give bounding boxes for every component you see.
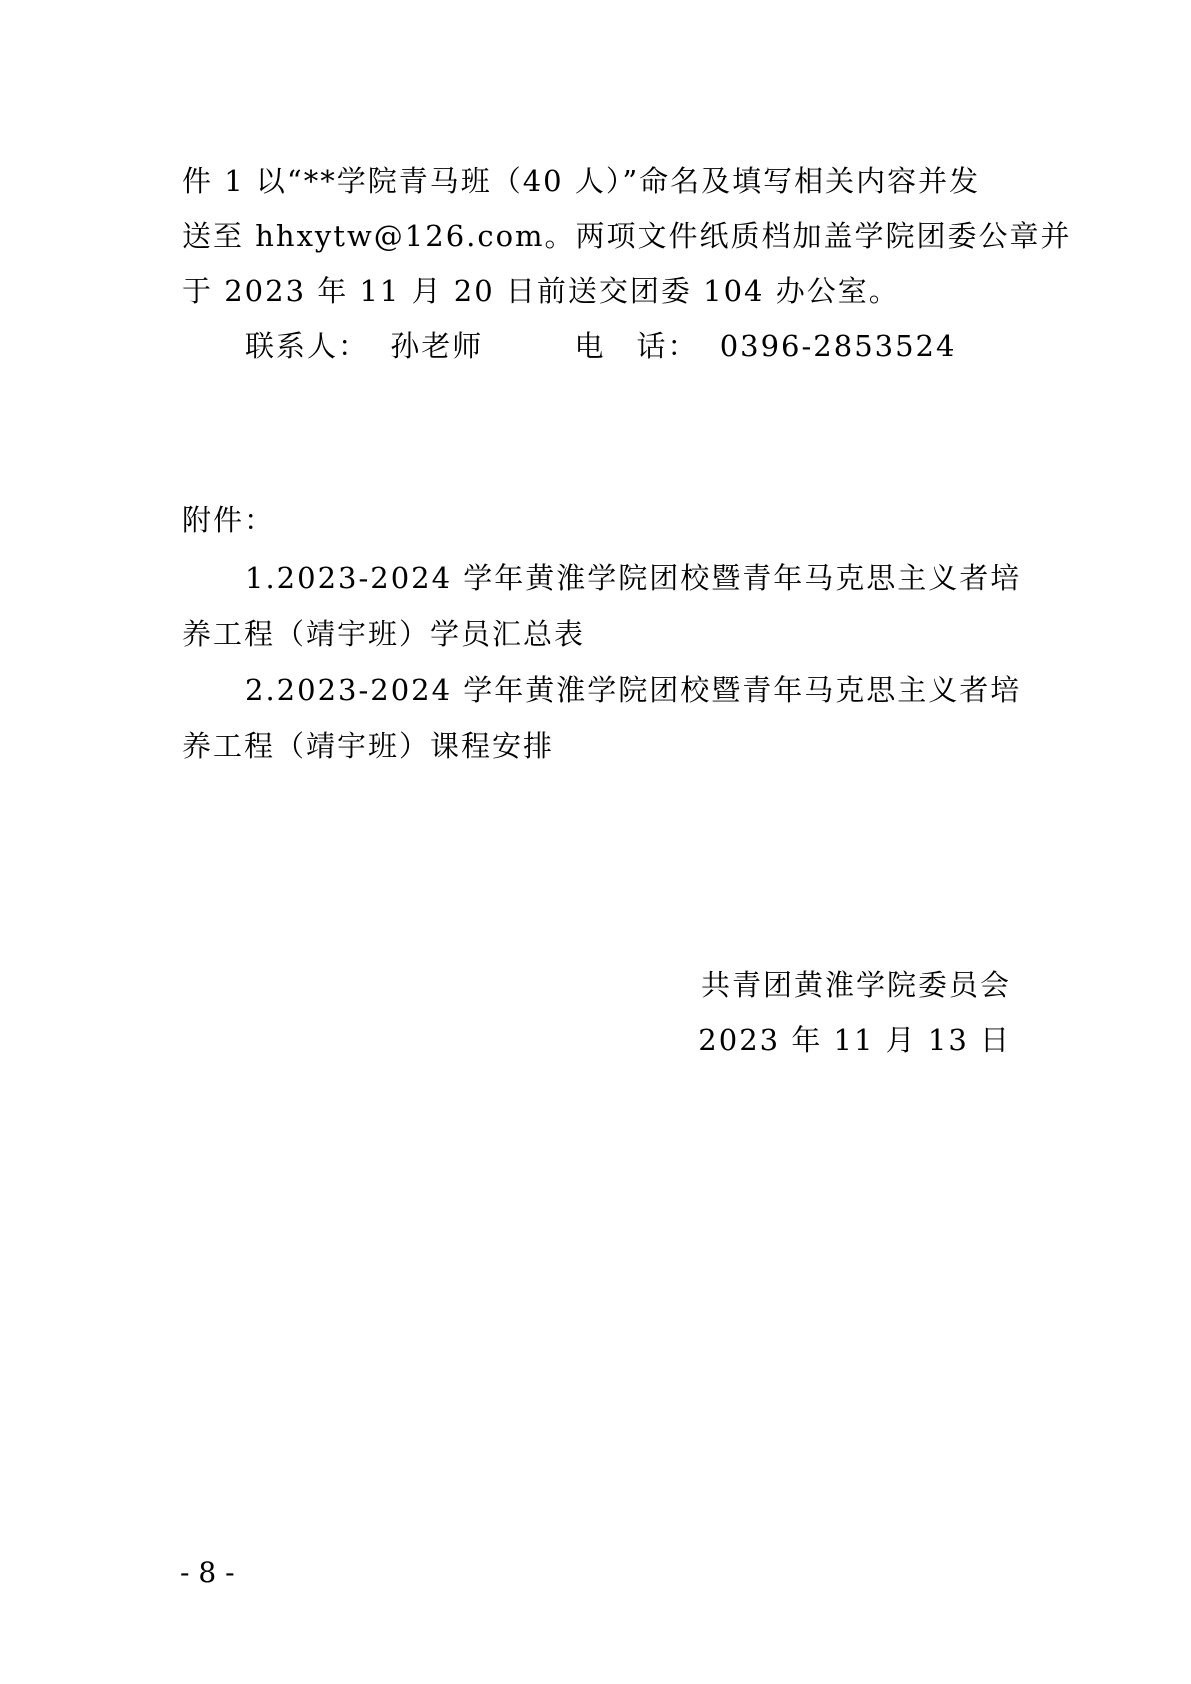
attachment-1-line-1: 1.2023-2024 学年黄淮学院团校暨青年马克思主义者培 xyxy=(245,561,1022,595)
attachments-heading: 附件： xyxy=(182,503,276,537)
paragraph-line-1: 件 1 以“**学院青马班（40 人）”命名及填写相关内容并发 xyxy=(182,164,981,198)
contact-person-label: 联系人： xyxy=(245,329,370,363)
signature-organization: 共青团黄淮学院委员会 xyxy=(700,968,1011,1002)
attachment-1-line-2: 养工程（靖宇班）学员汇总表 xyxy=(182,617,586,651)
contact-phone-number: 0396-2853524 xyxy=(719,329,957,363)
paragraph-line-2: 送至 hhxytw@126.com。两项文件纸质档加盖学院团委公章并 xyxy=(182,219,1072,253)
page-number: - 8 - xyxy=(180,1556,235,1589)
contact-line xyxy=(245,326,1075,366)
contact-phone-label: 电 话： xyxy=(574,329,699,363)
attachment-2-line-2: 养工程（靖宇班）课程安排 xyxy=(182,729,555,763)
paragraph-line-3: 于 2023 年 11 月 20 日前送交团委 104 办公室。 xyxy=(182,274,900,308)
contact-person-name: 孙老师 xyxy=(390,329,484,363)
attachment-2-line-1: 2.2023-2024 学年黄淮学院团校暨青年马克思主义者培 xyxy=(245,673,1022,707)
signature-date: 2023 年 11 月 13 日 xyxy=(698,1023,1011,1057)
